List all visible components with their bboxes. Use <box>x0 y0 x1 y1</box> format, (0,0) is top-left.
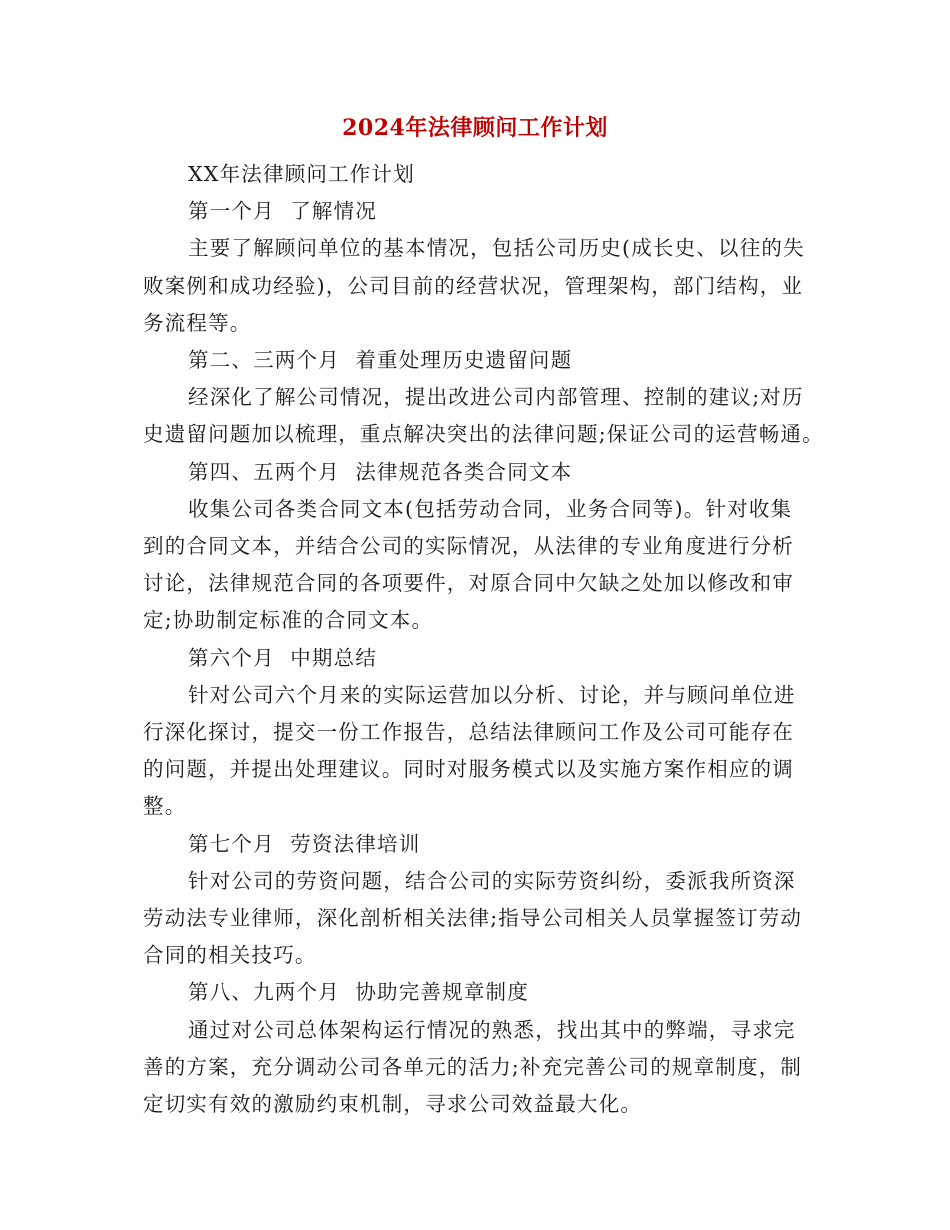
paragraph-line: 行深化探讨，提交一份工作报告，总结法律顾问工作及公司可能存在 <box>143 720 794 745</box>
paragraph-line: 的问题，并提出处理建议。同时对服务模式以及实施方案作相应的调 <box>143 757 794 782</box>
paragraph-line: 主要了解顾问单位的基本情况，包括公司历史(成长史、以往的失 <box>188 236 805 261</box>
paragraph-line: 收集公司各类合同文本(包括劳动合同，业务合同等)。针对收集 <box>188 496 793 521</box>
paragraph-line: 到的合同文本，并结合公司的实际情况，从法律的专业角度进行分析 <box>143 534 794 559</box>
paragraph-line: 定切实有效的激励约束机制，寻求公司效益最大化。 <box>143 1092 643 1117</box>
paragraph-line: 史遗留问题加以梳理，重点解决突出的法律问题;保证公司的运营畅通。 <box>143 422 824 447</box>
paragraph-line: 通过对公司总体架构运行情况的熟悉，找出其中的弊端，寻求完 <box>188 1017 796 1042</box>
paragraph-line: 务流程等。 <box>143 310 252 335</box>
section-heading: 第七个月 劳资法律培训 <box>188 831 421 856</box>
section-heading: 第六个月 中期总结 <box>188 645 378 670</box>
document-body <box>143 156 824 1123</box>
paragraph-line: 定;协助制定标准的合同文本。 <box>143 608 434 633</box>
paragraph-line: 败案例和成功经验)，公司目前的经营状况，管理架构，部门结构，业 <box>143 273 804 298</box>
paragraph-line: 劳动法专业律师，深化剖析相关法律;指导公司相关人员掌握签订劳动 <box>143 906 803 931</box>
paragraph-line: 讨论，法律规范合同的各项要件，对原合同中欠缺之处加以修改和审 <box>143 571 794 596</box>
section-heading: 第八、九两个月 协助完善规章制度 <box>188 980 529 1005</box>
section-heading: 第四、五两个月 法律规范各类合同文本 <box>188 459 573 484</box>
section-heading: 第一个月 了解情况 <box>188 199 378 224</box>
doc-heading: XX年法律顾问工作计划 <box>188 162 415 186</box>
paragraph-line: 针对公司的劳资问题，结合公司的实际劳资纠纷，委派我所资深 <box>188 868 796 893</box>
document-title: 2024年法律顾问工作计划 <box>342 115 608 141</box>
paragraph-line: 经深化了解公司情况，提出改进公司内部管理、控制的建议;对历 <box>188 385 804 410</box>
paragraph-line: 合同的相关技巧。 <box>143 943 317 968</box>
section-heading: 第二、三两个月 着重处理历史遗留问题 <box>188 348 573 373</box>
paragraph-line: 针对公司六个月来的实际运营加以分析、讨论，并与顾问单位进 <box>188 682 796 707</box>
paragraph-line: 整。 <box>143 794 187 819</box>
paragraph-line: 善的方案，充分调动公司各单元的活力;补充完善公司的规章制度，制 <box>143 1054 803 1079</box>
